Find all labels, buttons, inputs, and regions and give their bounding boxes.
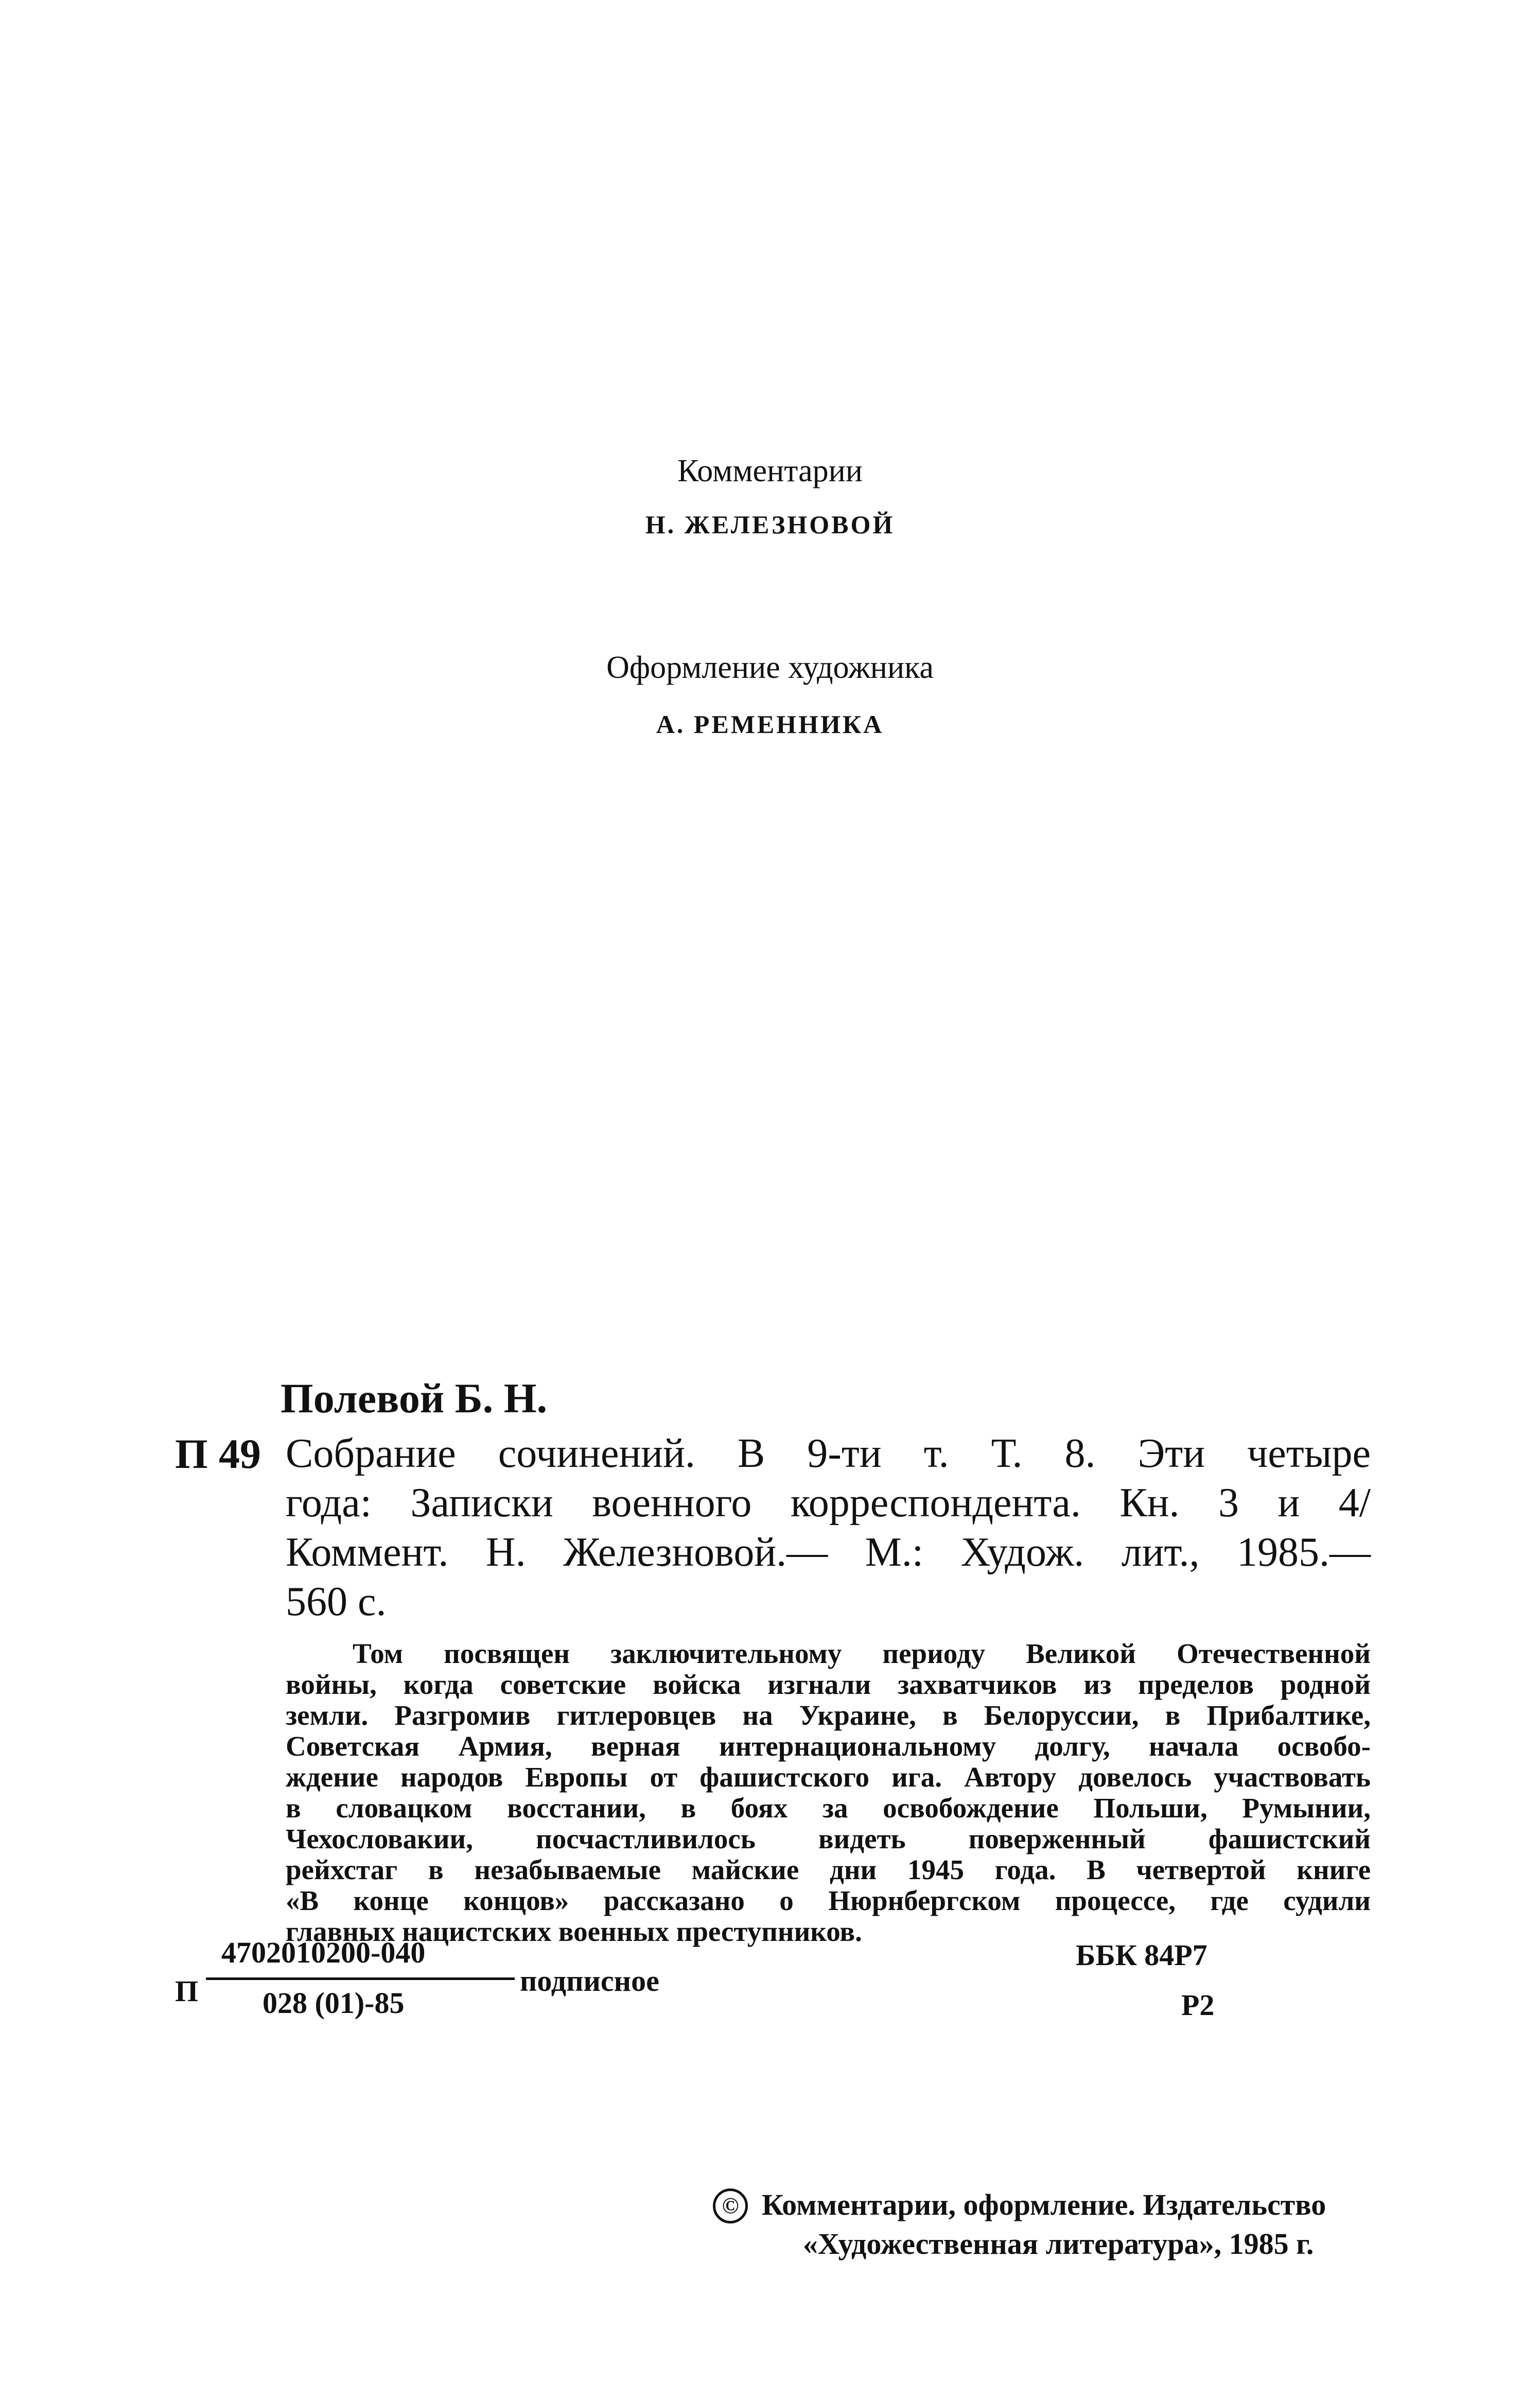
subscription-label: подписное xyxy=(520,1964,659,1998)
description-line: Коммент. Н. Железновой.— М.: Худож. лит., 1985.— xyxy=(286,1530,1371,1575)
bibliographic-description xyxy=(286,1429,1371,1626)
book-abstract xyxy=(286,1638,1371,1947)
copyright-icon: © xyxy=(713,2188,748,2223)
copyright-line-2: «Художественная литература», 1985 г. xyxy=(803,2227,1314,2261)
design-label: Оформление художника xyxy=(606,650,934,685)
book-author: Полевой Б. Н. xyxy=(281,1375,548,1422)
index-letter: П xyxy=(175,1974,199,2008)
abstract-line: ждение народов Европы от фашистского ига. Автору довелось участвовать xyxy=(286,1761,1371,1793)
abstract-line: Том посвящен заключительному периоду Великой Отечественной xyxy=(353,1638,1371,1669)
description-line: Собрание сочинений. В 9-ти т. Т. 8. Эти четыре xyxy=(286,1431,1371,1476)
abstract-line: главных нацистских военных преступников. xyxy=(286,1916,862,1947)
abstract-line: Советская Армия, верная интернациональному долгу, начала освобо- xyxy=(286,1730,1371,1762)
abstract-line: «В конце концов» рассказано о Нюрнбергском процессе, где судили xyxy=(286,1885,1371,1916)
abstract-line: в словацком восстании, в боях за освобождение Польши, Румынии, xyxy=(286,1792,1371,1824)
commentary-author: Н. ЖЕЛЕЗНОВОЙ xyxy=(645,510,895,539)
commentary-label: Комментарии xyxy=(677,453,863,488)
abstract-line: войны, когда советские войска изгнали захватчиков из пределов родной xyxy=(286,1669,1371,1700)
design-artist: А. РЕМЕННИКА xyxy=(656,710,884,739)
index-denominator: 028 (01)-85 xyxy=(262,1986,405,2020)
shelf-mark: П xyxy=(175,1430,208,1477)
abstract-line: рейхстаг в незабываемые майские дни 1945 года. В четвертой книге xyxy=(286,1854,1371,1885)
shelf-mark-number: 49 xyxy=(219,1430,261,1477)
bbk-code-secondary: Р2 xyxy=(1181,1988,1215,2022)
bbk-code: ББК 84Р7 xyxy=(1076,1938,1207,1972)
copyright-line-1: Комментарии, оформление. Издательство xyxy=(762,2188,1326,2221)
index-numerator: 4702010200-040 xyxy=(221,1936,426,1969)
description-line: года: Записки военного корреспондента. Кн. 3 и 4/ xyxy=(286,1480,1371,1526)
fraction-bar xyxy=(206,1977,515,1980)
abstract-line: земли. Разгромив гитлеровцев на Украине, в Белоруссии, в Прибалтике, xyxy=(286,1700,1371,1731)
abstract-line: Чехословакии, посчастливилось видеть поверженный фашистский xyxy=(286,1823,1371,1854)
description-line: 560 с. xyxy=(286,1579,387,1624)
